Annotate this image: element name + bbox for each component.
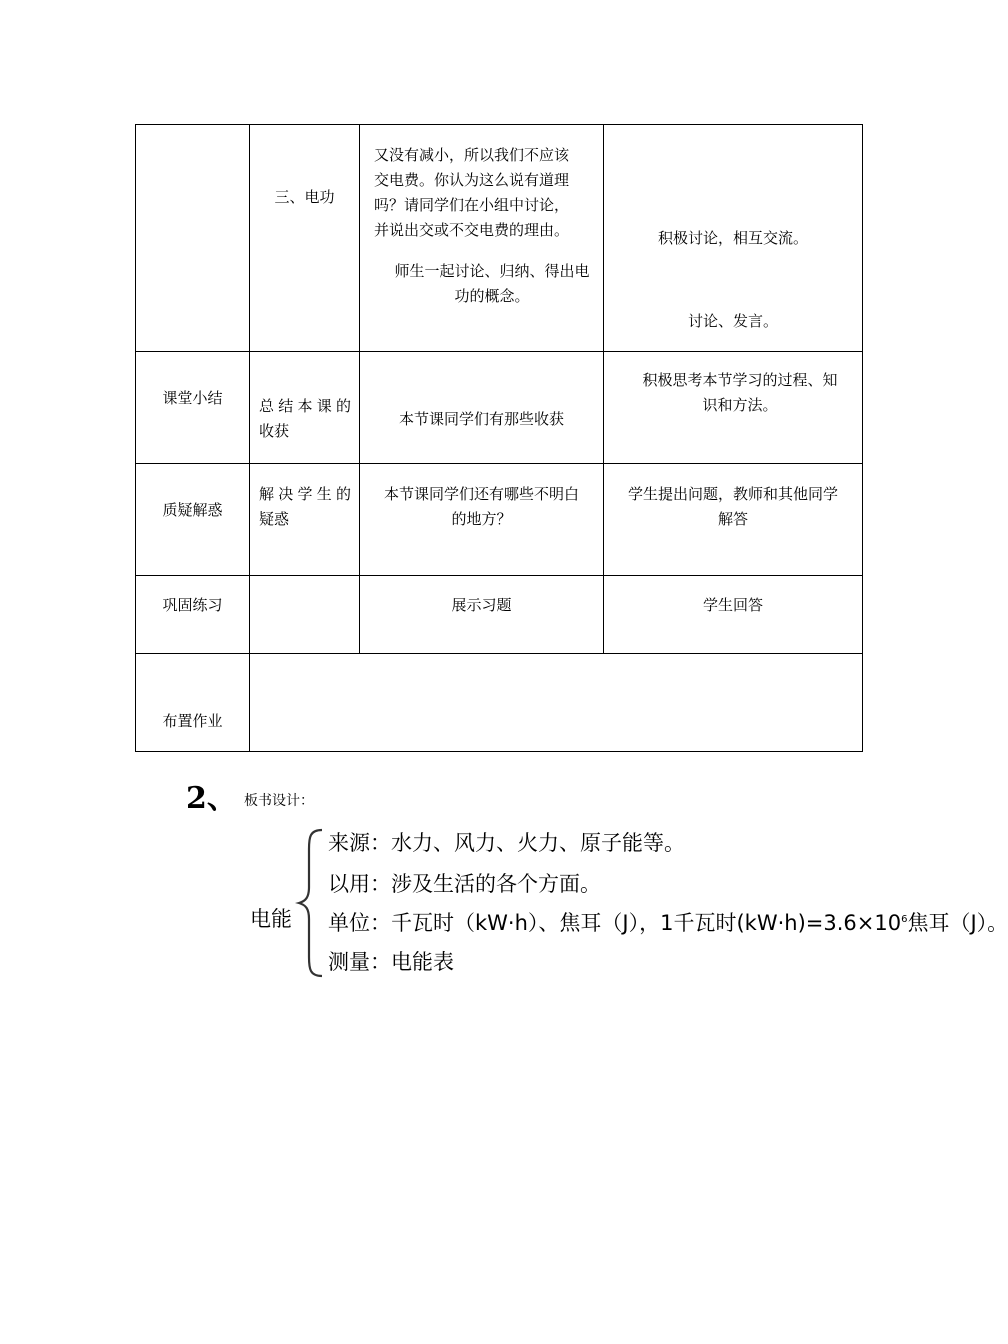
table-row	[136, 576, 863, 654]
stage-label: 质疑解惑	[162, 501, 223, 519]
board-unit-prefix: 单位：千瓦时（kW·h）、焦耳（J），1千瓦时(kW·h)=3.6×10	[328, 911, 902, 935]
teacher-text-line: 交电费。你认为这么说有道理	[374, 171, 570, 189]
stage-cell	[136, 654, 250, 752]
section-number: 2、	[186, 781, 237, 816]
stage-label: 课堂小结	[162, 389, 223, 407]
teacher-text-line: 吗？请同学们在小组中讨论，	[374, 196, 570, 214]
teacher-text-line: 本节课同学们还有哪些不明白	[383, 485, 579, 503]
student-activity-cell	[604, 125, 863, 352]
topic-text-line: 疑惑	[259, 510, 290, 528]
teacher-text-line: 功的概念。	[454, 287, 530, 305]
board-main-topic: 电能	[250, 907, 292, 931]
lesson-plan-table	[135, 124, 863, 752]
student-text: 学生回答	[702, 596, 763, 614]
stage-cell	[136, 125, 250, 352]
teacher-activity-cell	[360, 464, 604, 576]
student-text-line: 积极讨论，相互交流。	[657, 229, 808, 247]
topic-cell	[250, 576, 360, 654]
student-activity-cell	[604, 464, 863, 576]
topic-cell	[250, 464, 360, 576]
teacher-activity-cell	[360, 576, 604, 654]
stage-cell	[136, 352, 250, 464]
student-text-line: 学生提出问题，教师和其他同学	[627, 485, 838, 503]
stage-cell	[136, 464, 250, 576]
teacher-text-line: 并说出交或不交电费的理由。	[374, 221, 570, 239]
table-row	[136, 125, 863, 352]
student-text-line: 讨论、发言。	[687, 312, 778, 330]
board-line-usage: 以用：涉及生活的各个方面。	[328, 872, 601, 896]
topic-text-line: 总结本课的	[259, 397, 351, 415]
blackboard-design	[248, 825, 1008, 985]
left-brace-icon	[296, 827, 326, 979]
student-text-line: 识和方法。	[702, 396, 778, 414]
homework-cell	[250, 654, 863, 752]
section-title: 板书设计：	[244, 793, 314, 809]
teacher-text-line: 又没有减小，所以我们不应该	[374, 146, 570, 164]
stage-cell	[136, 576, 250, 654]
table-row	[136, 654, 863, 752]
teacher-activity-cell	[360, 125, 604, 352]
teacher-text-line: 的地方？	[451, 510, 512, 528]
topic-cell	[250, 352, 360, 464]
topic-text-line: 收获	[259, 422, 290, 440]
table-row	[136, 464, 863, 576]
board-line-unit	[328, 907, 1008, 937]
teacher-text-line: 本节课同学们有那些收获	[398, 410, 564, 428]
table-row	[136, 352, 863, 464]
board-line-measure: 测量：电能表	[328, 950, 454, 974]
teacher-activity-cell	[360, 352, 604, 464]
board-line-source: 来源：水力、风力、火力、原子能等。	[328, 831, 685, 855]
teacher-text-line: 师生一起讨论、归纳、得出电	[394, 262, 590, 280]
student-activity-cell	[604, 576, 863, 654]
board-unit-suffix: 焦耳（J）。	[907, 911, 1008, 935]
student-text-line: 积极思考本节学习的过程、知	[642, 371, 838, 389]
teacher-text: 展示习题	[451, 596, 512, 614]
stage-label: 布置作业	[162, 712, 223, 730]
topic-cell	[250, 125, 360, 352]
topic-text-line: 解决学生的	[259, 485, 351, 503]
stage-label: 巩固练习	[162, 596, 223, 614]
student-activity-cell	[604, 352, 863, 464]
student-text-line: 解答	[717, 510, 748, 528]
board-unit-exponent: 6	[901, 914, 908, 925]
topic-text: 三、电功	[274, 188, 335, 206]
